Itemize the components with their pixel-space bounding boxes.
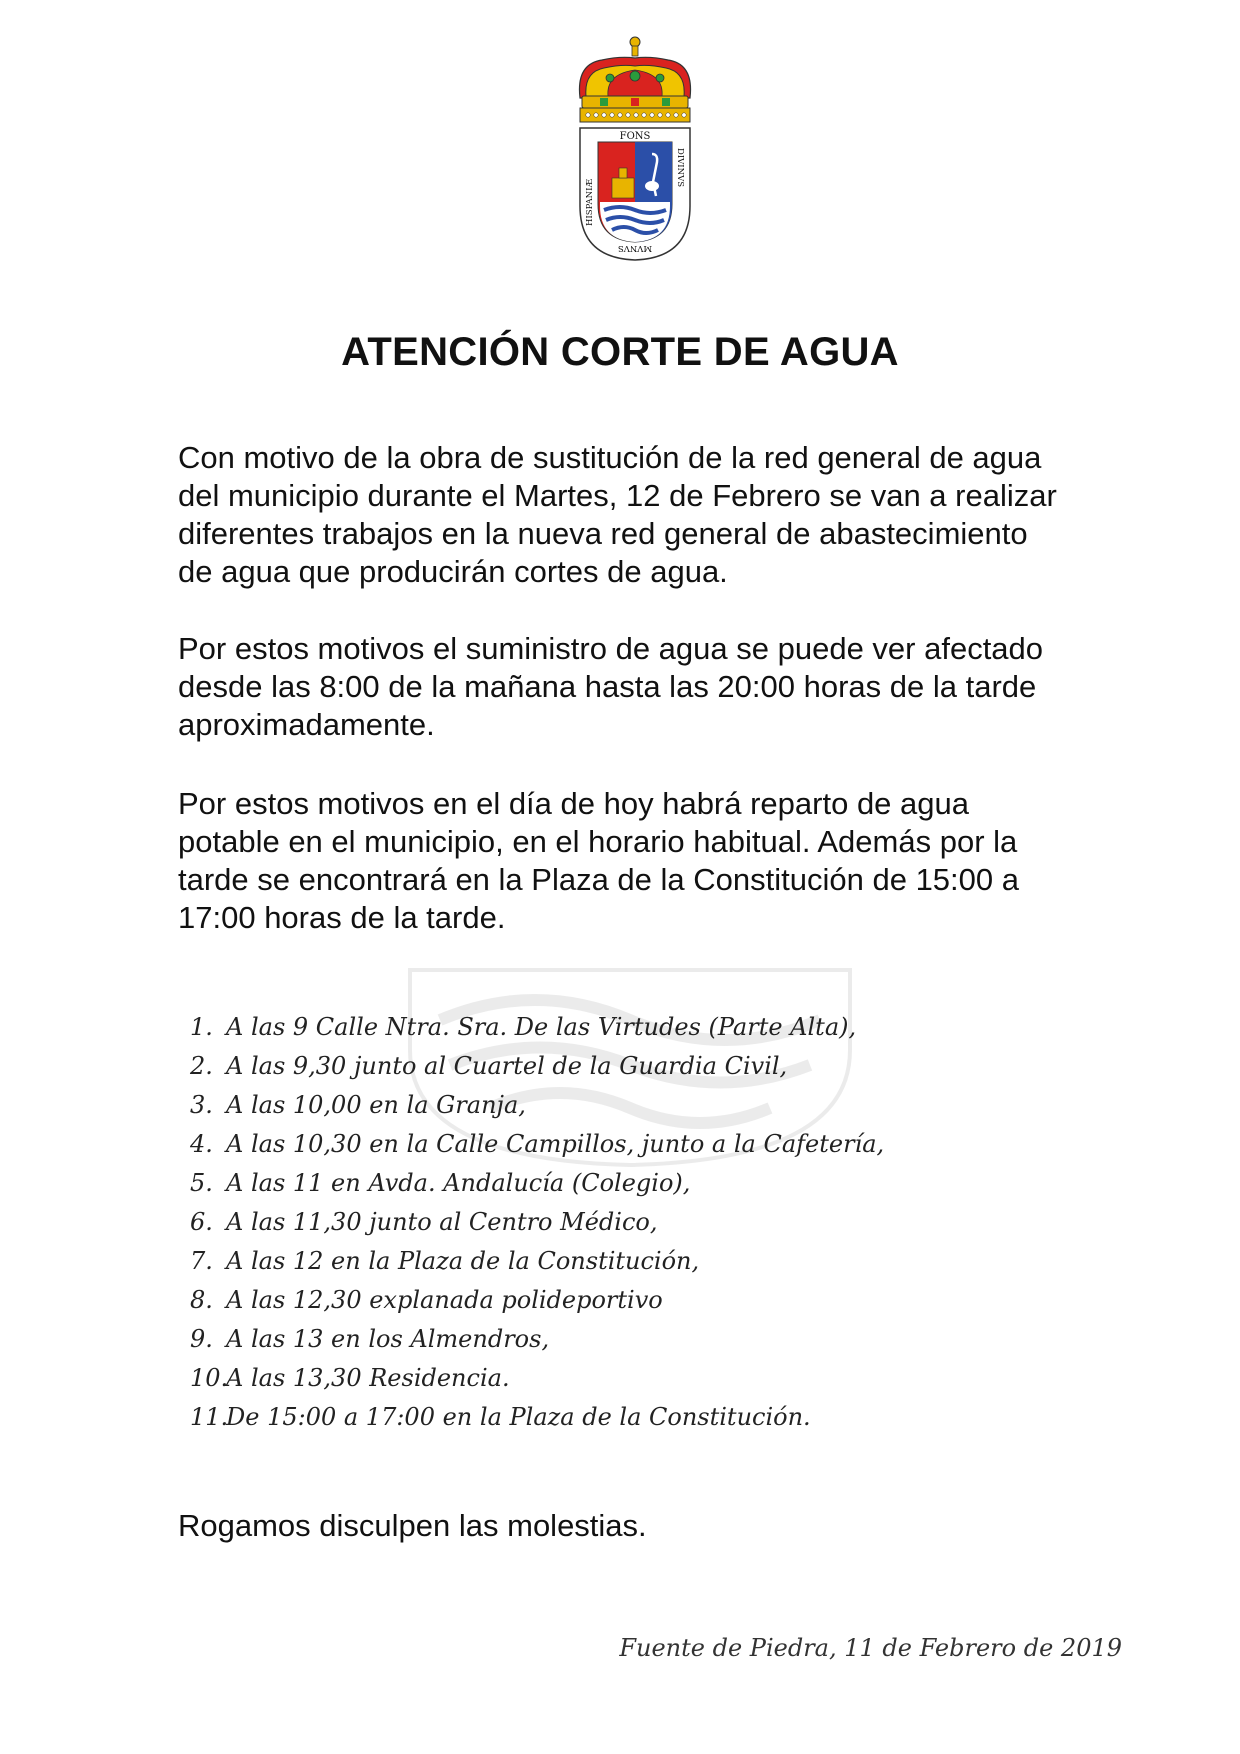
intro-paragraph: Con motivo de la obra de sustitución de la red general de agua del municipio durante el Martes, 12 de Febrero se van a realizar diferentes trabajos en la nueva red general de abastecimiento de agua que producirán cortes de agua. — [178, 440, 1057, 589]
list-item — [190, 1359, 884, 1398]
schedule-paragraph: Por estos motivos el suministro de agua se puede ver afectado desde las 8:00 de la mañana hasta las 20:00 horas de la tarde aproximadamente. — [178, 631, 1044, 742]
distribution-paragraph: Por estos motivos en el día de hoy habrá reparto de agua potable en el municipio, en el horario habitual. Además por la tarde se encontrará en la Plaza de la Constitución de 15:00 a 17:00 horas de la tarde. — [178, 786, 1019, 935]
coat-of-arms-logo — [572, 36, 698, 262]
crest-bottom-text: MVNVS — [617, 243, 653, 253]
shield-icon — [580, 128, 690, 260]
list-item-number: 8. — [190, 1286, 213, 1314]
crest-top-text: FONS — [619, 131, 651, 142]
list-item-text: A las 10,00 en la Granja, — [226, 1091, 526, 1119]
crest-right-text: DIVINVS — [675, 148, 685, 188]
list-item-number: 2. — [190, 1052, 213, 1080]
list-item-text: A las 9,30 junto al Cuartel de la Guardia Civil, — [226, 1052, 788, 1080]
list-item-number: 11. — [190, 1403, 229, 1431]
list-item — [190, 1047, 884, 1086]
list-item — [190, 1320, 884, 1359]
list-item-text: A las 13 en los Almendros, — [226, 1325, 550, 1353]
list-item-text: A las 10,30 en la Calle Campillos, junto a la Cafetería, — [226, 1130, 885, 1158]
list-item — [190, 1008, 884, 1047]
list-item-text: A las 13,30 Residencia. — [226, 1364, 510, 1392]
crest-left-text: HISPANIÆ — [585, 179, 595, 226]
list-item-number: 4. — [190, 1130, 213, 1158]
list-item-text: A las 12,30 explanada polideportivo — [226, 1286, 663, 1314]
list-item-number: 6. — [190, 1208, 213, 1236]
closing-text: Rogamos disculpen las molestias. — [178, 1508, 647, 1543]
list-item-text: De 15:00 a 17:00 en la Plaza de la Constitución. — [226, 1403, 811, 1431]
list-item — [190, 1164, 884, 1203]
list-item-number: 5. — [190, 1169, 213, 1197]
list-item-text: A las 11,30 junto al Centro Médico, — [226, 1208, 658, 1236]
list-item-number: 1. — [190, 1013, 213, 1041]
list-item — [190, 1203, 884, 1242]
list-item-text: A las 12 en la Plaza de la Constitución, — [226, 1247, 700, 1275]
list-item — [190, 1398, 884, 1437]
list-item — [190, 1125, 884, 1164]
list-item-number: 3. — [190, 1091, 213, 1119]
list-item — [190, 1281, 884, 1320]
list-item-number: 9. — [190, 1325, 213, 1353]
distribution-stops-list — [190, 1008, 884, 1437]
page-title: ATENCIÓN CORTE DE AGUA — [341, 330, 899, 374]
list-item-number: 7. — [190, 1247, 213, 1275]
crown-icon — [579, 37, 690, 122]
list-item-number: 10. — [190, 1364, 229, 1392]
place-date-signoff: Fuente de Piedra, 11 de Febrero de 2019 — [619, 1634, 1122, 1662]
list-item — [190, 1242, 884, 1281]
list-item-text: A las 11 en Avda. Andalucía (Colegio), — [226, 1169, 691, 1197]
list-item-text: A las 9 Calle Ntra. Sra. De las Virtudes (Parte Alta), — [226, 1013, 857, 1041]
list-item — [190, 1086, 884, 1125]
